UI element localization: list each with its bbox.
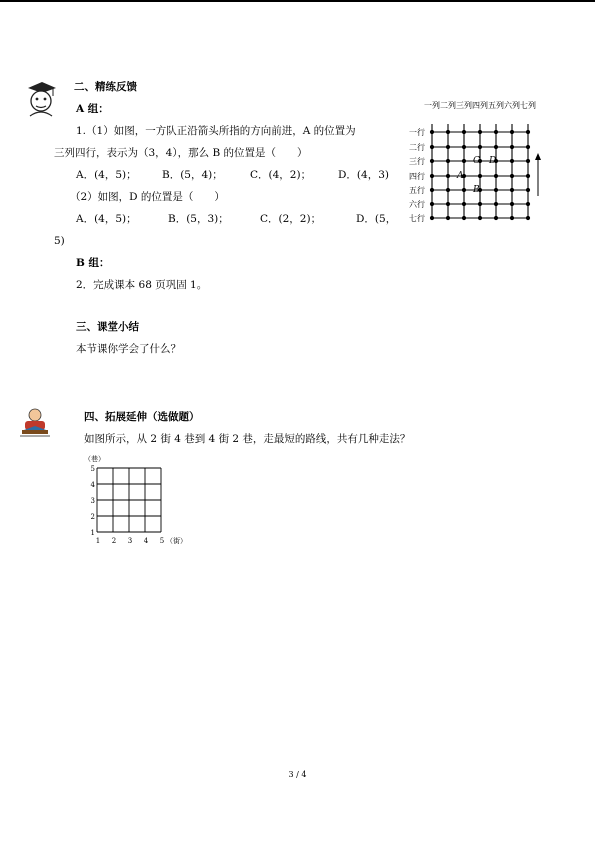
point-label-c: C: [473, 156, 480, 166]
question-1-line-2: 三列四行，表示为（3，4），那么 B 的位置是（ ）: [54, 147, 308, 159]
section-title-practice: 二、精练反馈: [74, 81, 137, 93]
point-label-d: D: [489, 156, 497, 166]
question-2-option-a: A．(4，5)；: [76, 213, 137, 225]
street-grid-figure: [84, 452, 188, 552]
column-label: 五列: [488, 101, 504, 110]
x-axis-label: （街）: [166, 537, 187, 545]
question-1-option-d: D．(4，3): [338, 169, 389, 181]
question-2-option-d: D．(5，: [356, 213, 397, 225]
direction-arrow: [535, 153, 541, 196]
question-1-option-a: A．(4，5)；: [76, 169, 137, 181]
column-label: 四列: [472, 101, 488, 110]
y-tick-label: 2: [90, 513, 95, 521]
question-1-option-c: C．(4，2)；: [250, 169, 312, 181]
page-number: 3 / 4: [288, 770, 307, 779]
question-1-line-1: 1.（1）如图，一方队正沿箭头所指的方向前进，A 的位置为: [76, 125, 356, 137]
formation-grid-figure: [408, 98, 548, 224]
question-2-line: （2）如图，D 的位置是（ ）: [70, 191, 225, 203]
extension-question: 如图所示，从 2 街 4 巷到 4 街 2 巷，走最短的路线，共有几种走法？: [84, 433, 411, 445]
question-2-option-b: B．(5，3)；: [168, 213, 229, 225]
column-label: 三列: [456, 101, 472, 110]
column-labels: [424, 100, 536, 110]
column-label: 七列: [520, 101, 536, 110]
row-label: 七行: [409, 214, 425, 223]
x-tick-label: 2: [111, 537, 117, 545]
student-reading-icon: [18, 406, 52, 440]
section-title-summary: 三、课堂小结: [76, 321, 139, 333]
y-axis-label: （巷）: [84, 455, 105, 463]
question-1-option-b: B．(5，4)；: [162, 169, 223, 181]
group-a-label: A 组：: [76, 103, 109, 115]
row-label: 三行: [409, 157, 425, 166]
y-tick-label: 1: [90, 529, 95, 537]
point-label-a: A: [457, 171, 464, 181]
question-3: 2．完成课本 68 页巩固 1。: [76, 279, 208, 291]
row-label: 一行: [409, 128, 425, 137]
x-tick-label: 4: [143, 537, 149, 545]
column-label: 一列: [424, 101, 440, 110]
x-tick-label: 5: [159, 537, 165, 545]
group-b-label: B 组：: [76, 257, 110, 269]
x-tick-label: 1: [95, 537, 101, 545]
grid-lines: [97, 468, 161, 532]
row-label: 四行: [409, 172, 425, 181]
row-label: 二行: [409, 143, 425, 152]
column-label: 二列: [440, 101, 456, 110]
x-tick-label: 3: [127, 537, 133, 545]
header-rule: [0, 0, 595, 2]
student-thinking-icon: [22, 80, 58, 118]
point-label-b: B: [473, 185, 480, 195]
summary-prompt: 本节课你学会了什么？: [76, 343, 181, 355]
row-label: 五行: [409, 186, 425, 195]
question-2-option-d-wrap: 5): [54, 235, 65, 247]
y-tick-label: 3: [90, 497, 95, 505]
question-2-option-c: C．(2，2)；: [260, 213, 322, 225]
row-labels: [409, 127, 425, 223]
section-title-extension: 四、拓展延伸（选做题）: [84, 411, 200, 423]
y-tick-label: 4: [90, 481, 95, 489]
y-tick-label: 5: [90, 465, 95, 473]
column-label: 六列: [504, 101, 520, 110]
row-label: 六行: [409, 200, 425, 209]
